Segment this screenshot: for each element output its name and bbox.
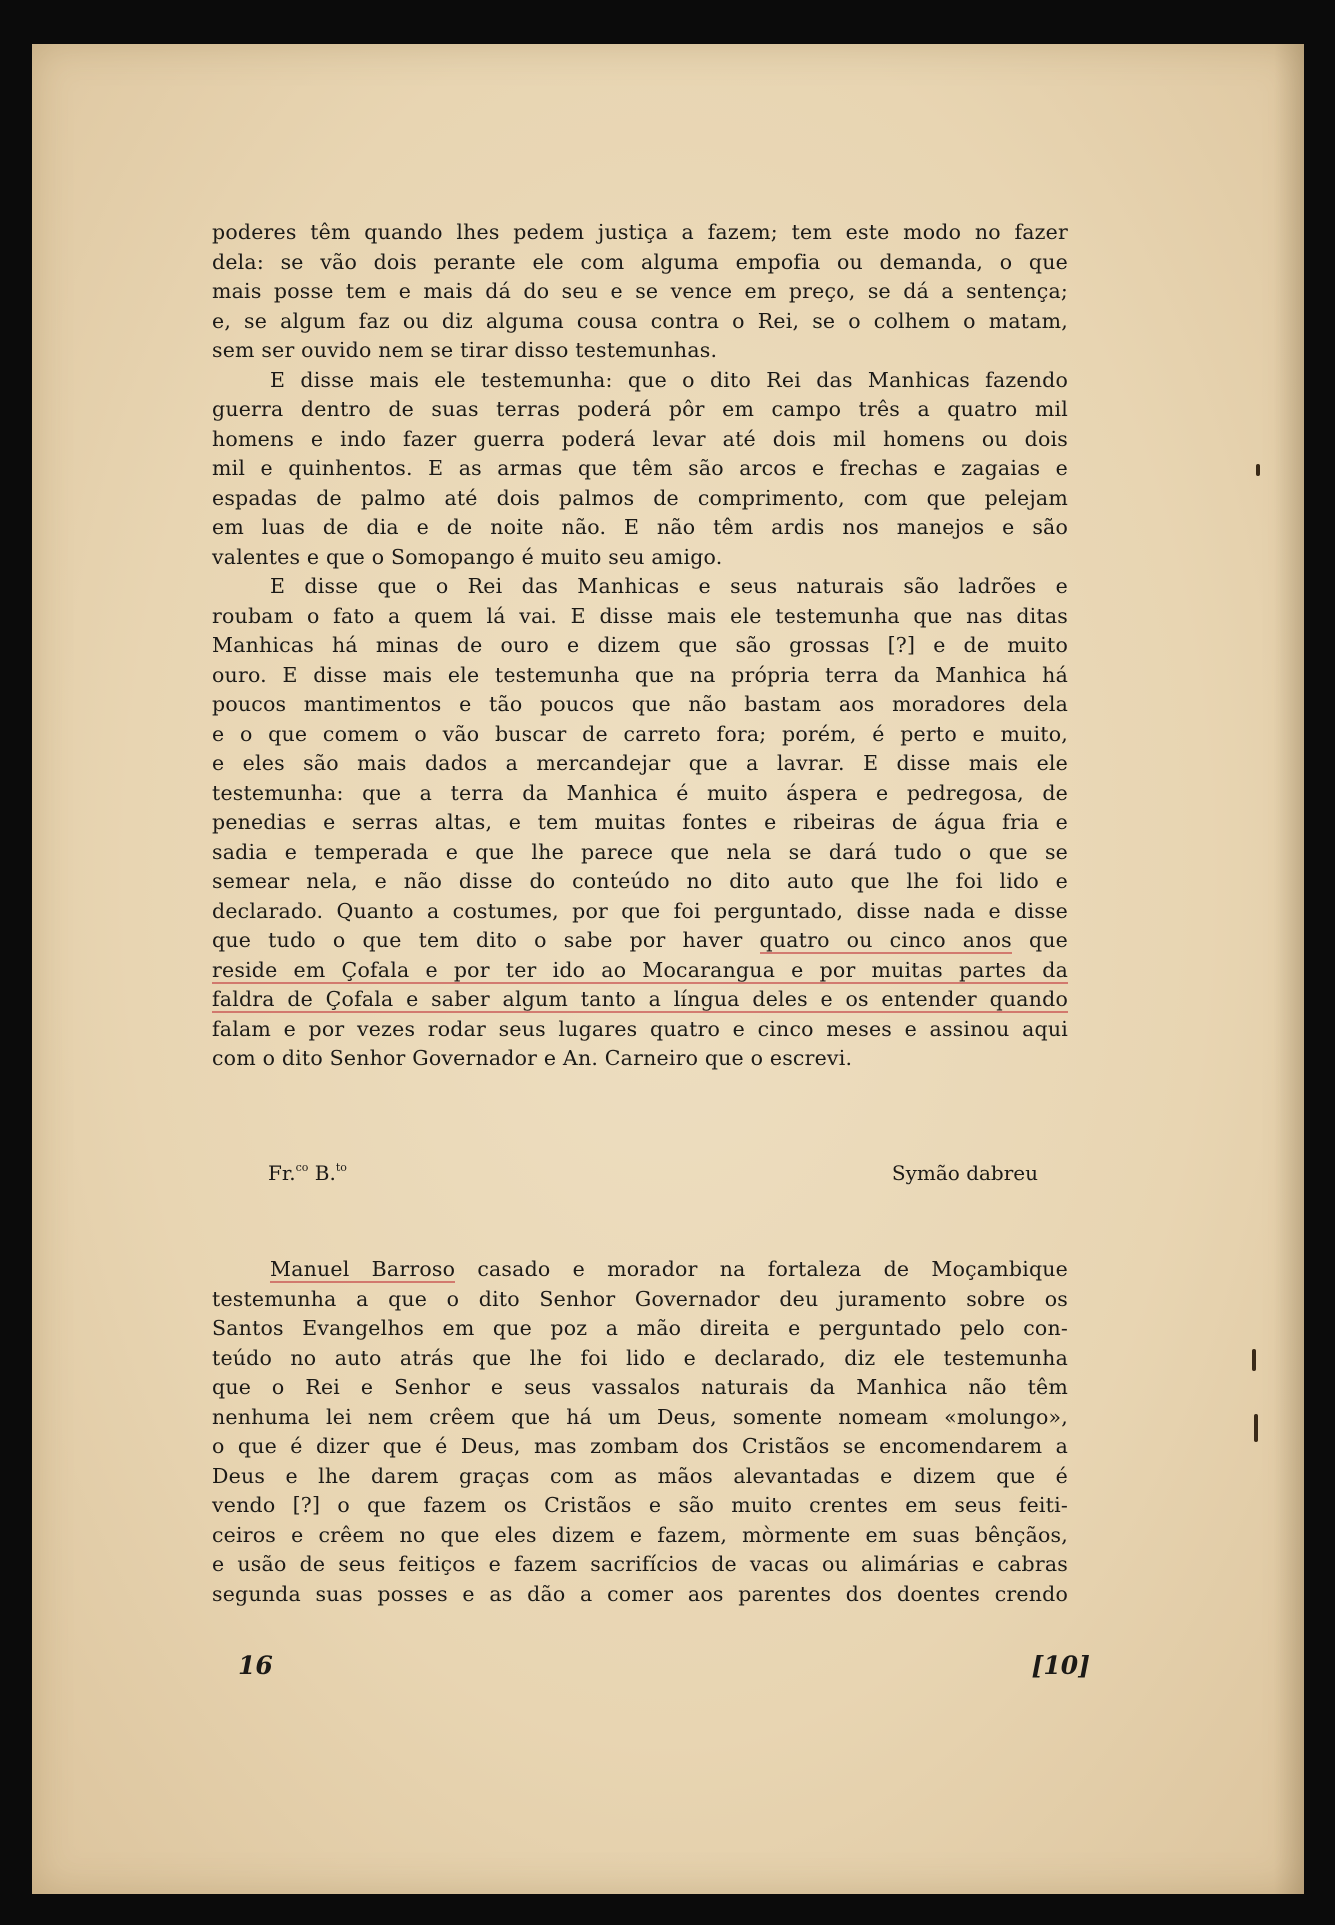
- text-line: testemunha: que a terra da Manhica é muito áspera e pedregosa, de: [212, 780, 1068, 805]
- binding-mark: [1254, 1414, 1258, 1442]
- text-line: mil e quinhentos. E as armas que têm são arcos e frechas e zagaias e: [212, 456, 1068, 480]
- text-line: penedias e serras altas, e tem muitas fontes e ribeiras de água fria e: [212, 810, 1068, 834]
- text-line: sem ser ouvido nem se tirar disso testemunhas.: [212, 338, 718, 362]
- line-text: que: [1011, 928, 1069, 952]
- text-line: E disse mais ele testemunha: que o dito Rei das Manhicas fazendo: [270, 367, 1068, 392]
- text-line: roubam o fato a quem lá vai. E disse mais ele testemunha que nas ditas: [212, 603, 1068, 628]
- text-line: poucos mantimentos e tão poucos que não bastam aos moradores dela: [212, 692, 1068, 716]
- binding-mark: [1256, 464, 1260, 476]
- highlighted-phrase: faldra de Çofala e saber algum tanto a língua deles e os entender quando: [212, 987, 1068, 1011]
- text-line: o que é dizer que é Deus, mas zombam dos Cristãos se encomendarem a: [212, 1434, 1068, 1458]
- text-line: ouro. E disse mais ele testemunha que na própria terra da Manhica há: [212, 662, 1068, 687]
- text-line: sadia e temperada e que lhe parece que nela se dará tudo o que se: [212, 839, 1068, 864]
- text-line: poderes têm quando lhes pedem justiça a fazem; tem este modo no fazer: [212, 220, 1068, 244]
- text-line: ceiros e crêem no que eles dizem e fazem, mòrmente em suas bênçãos,: [212, 1522, 1068, 1547]
- second-text-block: [212, 1255, 1068, 1609]
- paragraph-4: [212, 1255, 1068, 1609]
- text-line: valentes e que o Somopango é muito seu amigo.: [212, 544, 723, 569]
- signature-text: Fr.: [268, 1161, 296, 1185]
- text-line: vendo [?] o que fazem os Cristãos e são muito crentes em seus feiti-: [212, 1493, 1068, 1517]
- reference-number: [10]: [1031, 1651, 1090, 1680]
- text-line: [212, 1255, 1068, 1285]
- text-line: guerra dentro de suas terras poderá pôr em campo três a quatro mil: [212, 397, 1068, 421]
- text-line: Santos Evangelhos em que poz a mão direita e perguntado pelo con-: [212, 1316, 1068, 1340]
- text-line: que o Rei e Senhor e seus vassalos naturais da Manhica não têm: [212, 1375, 1068, 1399]
- binding-mark: [1252, 1349, 1256, 1371]
- text-line: espadas de palmo até dois palmos de comprimento, com que pelejam: [212, 485, 1068, 510]
- highlighted-phrase: quatro ou cinco anos: [759, 928, 1012, 952]
- text-line: Deus e lhe darem graças com as mãos alevantadas e dizem que é: [212, 1463, 1068, 1488]
- highlighted-name: Manuel Barroso: [270, 1257, 456, 1281]
- line-text: que tudo o que tem dito o sabe por haver: [212, 928, 760, 952]
- paragraph-2: [212, 366, 1068, 573]
- page-number: 16: [238, 1651, 273, 1680]
- text-line: semear nela, e não disse do conteúdo no dito auto que lhe foi lido e: [212, 869, 1068, 893]
- line-text: casado e morador na fortaleza de Moçambique: [455, 1257, 1069, 1281]
- text-line: [212, 956, 1068, 986]
- text-line: segunda suas posses e as dão a comer aos parentes dos doentes crendo: [212, 1581, 1068, 1606]
- text-line: teúdo no auto atrás que lhe foi lido e declarado, diz ele testemunha: [212, 1345, 1068, 1370]
- text-line: Manhicas há minas de ouro e dizem que são grossas [?] e de muito: [212, 633, 1068, 657]
- text-line: nenhuma lei nem crêem que há um Deus, somente nomeam «molungo»,: [212, 1404, 1068, 1429]
- text-line: e eles são mais dados a mercandejar que a lavrar. E disse mais ele: [212, 751, 1068, 775]
- text-line: falam e por vezes rodar seus lugares quatro e cinco meses e assinou aqui: [212, 1016, 1068, 1041]
- signature-right: Symão dabreu: [891, 1161, 1038, 1185]
- text-line: homens e indo fazer guerra poderá levar até dois mil homens ou dois: [212, 426, 1068, 451]
- text-line: com o dito Senhor Governador e An. Carneiro que o escrevi.: [212, 1046, 853, 1070]
- text-line: e usão de seus feitiços e fazem sacrifícios de vacas ou alimárias e cabras: [212, 1552, 1068, 1576]
- signature-left: [268, 1161, 347, 1185]
- main-text-block: [212, 218, 1068, 1074]
- text-line: em luas de dia e de noite não. E não têm ardis nos manejos e são: [212, 515, 1068, 539]
- text-line: [212, 926, 1068, 956]
- text-line: e, se algum faz ou diz alguma cousa contra o Rei, se o colhem o matam,: [212, 308, 1068, 333]
- text-line: testemunha a que o dito Senhor Governador deu juramento sobre os: [212, 1286, 1068, 1311]
- signature-superscript: co: [295, 1161, 309, 1174]
- text-line: [212, 985, 1068, 1015]
- highlighted-phrase: reside em Çofala e por ter ido ao Mocarangua e por muitas partes da: [212, 957, 1068, 982]
- text-line: E disse que o Rei das Manhicas e seus naturais são ladrões e: [270, 574, 1068, 598]
- page-footer: [238, 1651, 1090, 1687]
- text-line: dela: se vão dois perante ele com alguma empofia ou demanda, o que: [212, 249, 1068, 274]
- paragraph-1: [212, 218, 1068, 366]
- text-line: e o que comem o vão buscar de carreto fora; porém, é perto e muito,: [212, 721, 1068, 746]
- page-gutter-shadow: [1274, 44, 1304, 1894]
- paragraph-3: [212, 572, 1068, 1074]
- signature-superscript: to: [335, 1161, 347, 1174]
- signature-text: B.: [308, 1161, 336, 1185]
- text-line: declarado. Quanto a costumes, por que foi perguntado, disse nada e disse: [212, 898, 1068, 923]
- text-line: mais posse tem e mais dá do seu e se vence em preço, se dá a sentença;: [212, 279, 1068, 303]
